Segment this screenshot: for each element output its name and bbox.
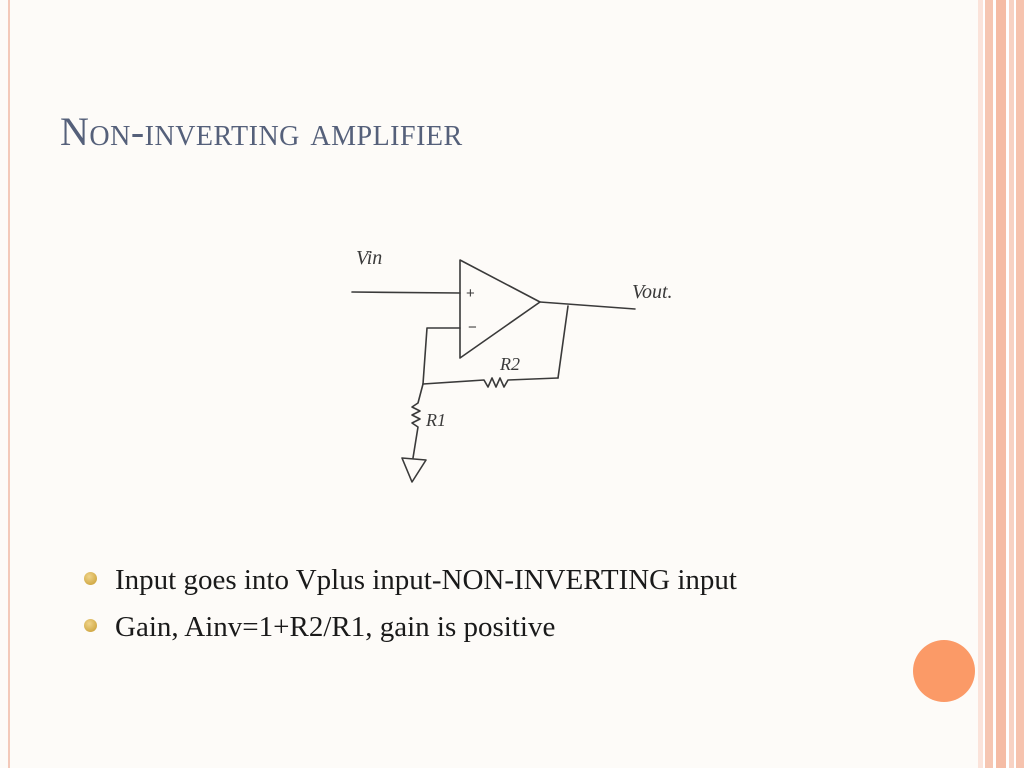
ground-symbol [402, 458, 426, 482]
r1-resistor [412, 384, 423, 458]
op-amp-triangle [460, 260, 540, 358]
stripe [996, 0, 1006, 768]
vin-label: Vin [356, 247, 383, 269]
stripe [978, 0, 983, 768]
right-decorative-stripes [978, 0, 1024, 768]
input-wire [352, 292, 460, 293]
output-wire [540, 302, 635, 309]
stripe [1009, 0, 1014, 768]
bullet-text: Input goes into Vplus input-NON-INVERTING input [115, 564, 737, 596]
stripe [1016, 0, 1024, 768]
plus-sign: + [466, 285, 475, 302]
bullet-item [84, 607, 884, 648]
bullet-marker [84, 572, 97, 585]
left-border-rule [8, 0, 10, 768]
bullet-item [84, 560, 884, 601]
decorative-orange-circle [913, 640, 975, 702]
slide-title: Non-inverting amplifier [60, 109, 463, 154]
vout-label: Vout. [632, 281, 673, 303]
r1-label: R1 [426, 410, 446, 430]
inverting-input-wire [423, 328, 460, 384]
stripe [985, 0, 993, 768]
bullet-text: Gain, Ainv=1+R2/R1, gain is positive [115, 611, 556, 644]
bullet-list [84, 560, 884, 654]
minus-sign: − [468, 319, 477, 336]
op-amp-circuit-sketch [330, 210, 710, 520]
feedback-wire-right [558, 306, 568, 378]
r2-resistor [423, 378, 558, 387]
r2-label: R2 [500, 354, 520, 374]
bullet-marker [84, 619, 97, 632]
